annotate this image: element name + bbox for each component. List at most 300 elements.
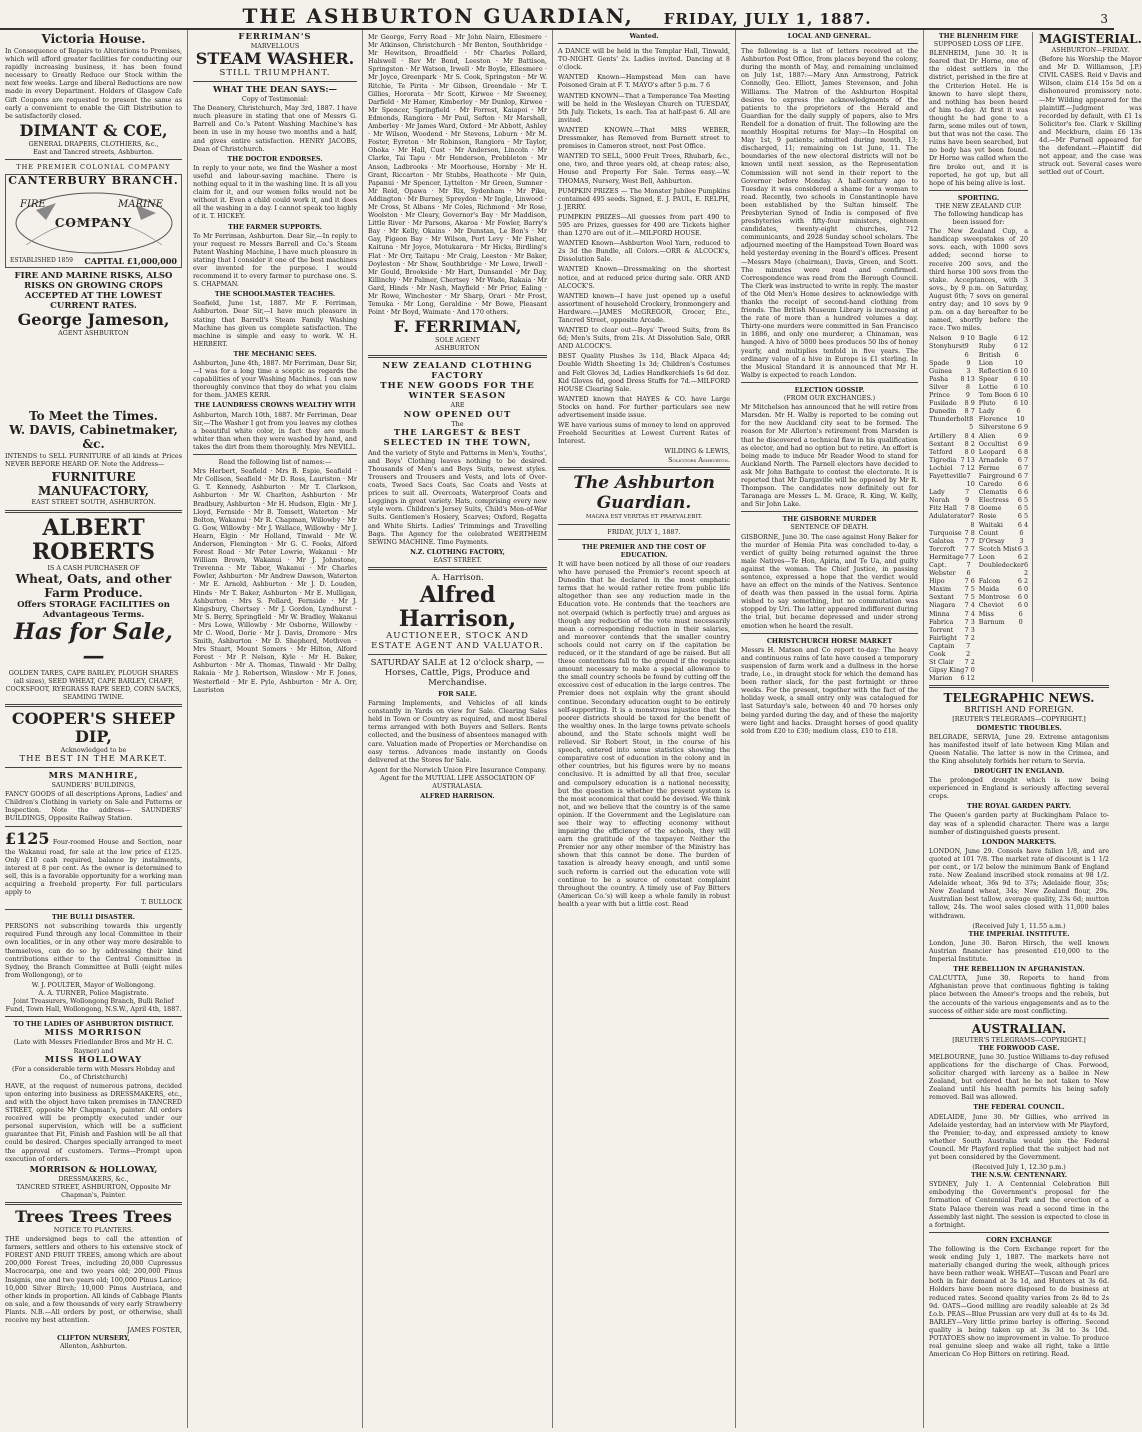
blenheim-text: BLENHEIM, June 30. It is feared that Dr Horne, one of the oldest settlers in the district, perished in the fire at the Criterion Hotel. He is known to have slept there, and nothing has been heard of him to-day. At first it was thought he had gone to a farm, some miles out of town, but that was not the case. The ruins have been searched, but no body has yet been found. Dr Horne was called when the fire broke out, and it is reported, he got up, but all hope of his being alive is lost. xyxy=(929,49,1029,187)
cup-entry xyxy=(929,537,975,545)
federal-text: ADELAIDE, June 30. Mr Gillies, who arrived in Adelaide yesterday, had an interview with Mr Playford, the Premier, to-day, and expressed anxiety to know whether South Australia would join the Federal Council. Mr Playford replied that the subject had not yet been considered by the Government. xyxy=(929,1112,1109,1161)
cup-entry-name: Nelson xyxy=(929,334,952,343)
blank-space xyxy=(5,337,182,409)
wanted-ad-2: WANTED Known—Hampstead Men can have Poisoned Grain at F. T. MAYO's after 5 p.m. 7 6 xyxy=(558,73,730,90)
column-4 xyxy=(553,30,736,1428)
cup-entry-name: St Clair xyxy=(929,658,954,667)
cup-entry-name: Silverstone xyxy=(978,423,1016,432)
cup-entry-weight: 6 5 xyxy=(1017,504,1029,513)
cup-entry xyxy=(929,626,975,634)
cup-entry-name: Fabrica xyxy=(929,617,954,626)
dom-text: BELGRADE, SERVIA, June 29. Extreme antagonism has manifested itself of late between King Milan and Queen Natalie. The latter is now in the Crimea, and the King absolutely forbids her return to Servia. xyxy=(929,732,1109,765)
cup-entry-name: Tetford xyxy=(929,447,953,456)
holloway-sub: (For a considerable term with Messrs Hobday and Co., of Christchurch) xyxy=(12,1064,175,1081)
divider xyxy=(5,1016,182,1017)
cup-entry-name: Fairground xyxy=(978,471,1016,480)
wanted-ad-9: WANTED to clear out—Boys' Tweed Suits, from 8s 6d; Men's Suits, from 21s. At Dissolution Sale, ORR AND ALCOCK'S. xyxy=(558,326,730,351)
cup-entry-name: Reflection xyxy=(978,366,1012,375)
imperial-text: London, June 30. Baron Hirsch, the well known Austrian financier has presented £10,000 to the Imperial Institute. xyxy=(929,938,1109,964)
cup-entry-weight: 6 6 xyxy=(1017,480,1029,489)
cup-entry xyxy=(929,634,975,642)
local-head: LOCAL AND GENERAL. xyxy=(787,32,872,40)
ferriman-head: FERRIMAN'S xyxy=(238,32,312,42)
cup-entry xyxy=(929,472,975,488)
davis-head: To Meet the Times. xyxy=(29,409,158,424)
cup-entry xyxy=(979,593,1028,601)
divider xyxy=(5,510,182,513)
nz-sig: N.Z. CLOTHING FACTORY, xyxy=(410,547,505,556)
cup-entry-weight: 7 3 xyxy=(964,625,975,634)
cup-entry xyxy=(929,610,975,618)
cup-entry xyxy=(979,448,1028,456)
cup-entry xyxy=(929,383,975,399)
cup-entry-weight: 7 0 xyxy=(964,666,975,675)
cup-entry-weight: 6 0 xyxy=(1017,601,1029,610)
cup-entry xyxy=(979,521,1028,529)
cup-entry-weight: 7 9 xyxy=(965,488,970,505)
cup-entry-weight: 7 13 xyxy=(960,455,975,464)
column-1 xyxy=(0,30,188,1428)
local-text: The following is a list of letters received at the Ashburton Post Office, from places beyond the colony, during the month of May, and remaining unclaimed on July 1st, 1887:—Mary Ann Armstrong, Patrick Connolly, Geo. Elliott, James Stevenson, and John Williams. The Matron of the Ashburton Hospital desires to express the acknowledgments of the patients to the proprietors of the Herald and Guardian for the daily supply of papers, also to Mrs Rendell for a donation of fruit. The following are the monthly Hospital returns for May:—In Hospital on May 1st, 9 patients; admitted during month, 13; discharged, 11; remaining on 1st June, 11. The boundaries of the new electoral districts will not be known until next session, as the Representation Commission will not send in their report to the Governor before Monday. A half-century ago to Tuesday it was considered a shame for a woman to read. Recently, two schools in Constantinople have been established by the Sultan himself. The Presbyterian Synod of India is composed of five presbyteries with fifty-four ministers, eighteen candidates, twenty-eight churches, 712 communicants, and 2928 Sunday school scholars. The adjourned meeting of the Hampstead Town Board was held yesterday evening in the Board's offices. Present—Messrs Maye (chairman), Davis, Green, and Scott. The minutes were read and confirmed. Correspondence was read from the Borough Council. The Clerk was instructed to write in reply. The master of the Old Men's Home desires to acknowledge with thanks the receipt of second-hand clothing from friends. The British Museum Library is increasing at the rate of more than a hundred volumes a day. Thirty-one murders were committed in San Francisco in 1886, and only one murderer, a Chinaman, was hanged. A hive of 5000 bees produces 50 lbs of honey yearly, and multiplies tenfold in five years. The ordinary value of a hive in Europe is £1 sterling. In the Musical Standard it is announced that Mr H. Walby is expected to reach London. xyxy=(741,47,918,379)
ferriman-sig: F. FERRIMAN, xyxy=(393,317,522,337)
cup-entry-weight: 6 10 xyxy=(1013,399,1029,408)
cup-entry xyxy=(929,658,975,666)
nz-addr: EAST STREET. xyxy=(433,555,482,564)
divider xyxy=(558,524,730,525)
cup-entry-name: Maxim xyxy=(929,585,952,594)
cup-entry-weight: 7 8 xyxy=(964,528,975,537)
cup-entry-name: Marion xyxy=(929,674,953,683)
cup-entry-weight: 7 6 xyxy=(964,577,975,586)
cup-entry-weight: 6 9 xyxy=(1017,431,1029,440)
wanted-ad-5: WANTED TO SELL, 5000 Fruit Trees, Rhubarb, &c., one, two, and three years old, at cheap rates; also, House and Property For Sale. Terms easy.—W. THOMAS, Nursery, West Bell, Ashburton. xyxy=(558,152,730,185)
davis-text: INTENDS to SELL FURNITURE of all kinds at Prices NEVER BEFORE HEARD OF. Note the Address— xyxy=(5,452,182,469)
dimant-sub: GENERAL DRAPERS, CLOTHIERS, &c., xyxy=(28,139,159,148)
cup-entry-weight: 7 7 xyxy=(964,552,975,561)
guardian-title: The Ashburton Guardian. xyxy=(573,472,715,513)
harrison-for: FOR SALE. xyxy=(438,689,477,698)
cup-entry-weight: 6 9 xyxy=(1017,423,1029,432)
cup-entry-weight: 6 5 xyxy=(1017,512,1029,521)
cup-entry xyxy=(929,642,975,658)
cup-entry xyxy=(929,375,975,383)
trees-nursery: CLIFTON NURSERY, xyxy=(57,1334,130,1343)
cup-entry-name: Clematis xyxy=(978,488,1008,497)
cup-entry-name: Count D'Orsay xyxy=(978,528,1005,545)
mag-head: MAGISTERIAL. xyxy=(1039,32,1142,46)
cup-entry-name: Tom Boon xyxy=(978,391,1011,400)
cup-entry-name: Gipsy King xyxy=(929,666,965,675)
cup-entry-name: Loon xyxy=(978,552,995,561)
cup-entry xyxy=(979,480,1028,488)
divider xyxy=(929,685,1109,688)
cup-entry-name: Goeme xyxy=(978,504,1002,513)
drought-text: The prolonged drought which is now being experienced in England is seriously affecting several crops. xyxy=(929,776,1109,801)
cup-entry-name: Stonyhurst xyxy=(929,342,965,351)
newspaper-title: THE ASHBURTON GUARDIAN, xyxy=(242,4,634,28)
divider xyxy=(368,654,547,655)
cup-entry-name: Sextant xyxy=(929,593,954,602)
harrison-name: Alfred Harrison, xyxy=(398,581,517,632)
cup-entry-name: Alien xyxy=(978,431,996,440)
dimant-name: DIMANT & COE, xyxy=(19,120,168,140)
cup-entry-name: Falcon xyxy=(978,577,1001,586)
masthead xyxy=(0,0,1114,30)
cup-entry xyxy=(979,585,1028,593)
corn-text: The following is the Corn Exchange report for the week ending July 1, 1887. The markets have not materially changed during the week, although prices have been rather weak. WHEAT—Tuscan and Pearl are both in fair demand at 3s 1d, and Hunters at 3s 6d. Holders have been more disposed to do business at reduced rates. Second quality varies from 2s 8d to 2s 9d. OATS—Good milling are readily saleable at 2s 3d f.o.b. PEAS—Blue Prussian are very dull at 4s to 4s 3d. BARLEY—Very little prime barley is offering. Second quality is being taken up at 3s 3d to 3s 10d. POTATOES show no improvement in value. To produce real genuine sleep and wake all right, take a little American Co Hop Bitters on retiring. Read. xyxy=(929,1244,1109,1359)
aus-copy: [REUTER'S TELEGRAMS—COPYRIGHT.] xyxy=(952,1035,1086,1044)
cup-entry-name: Cheviot xyxy=(978,601,1004,610)
roberts-sub: IS A CASH PURCHASER OF xyxy=(47,563,140,572)
forwood-text: MELBOURNE, June 30. Justice Williams to-day refused applications for the discharge of Chas. Forwood, solicitor charged with larceny as a bailee in New Zealand, but ordered that he be not taken to New Zealand until his health permits his being safely removed. Bail was allowed. xyxy=(929,1052,1109,1102)
cup-entry xyxy=(979,561,1028,577)
cup-entry xyxy=(929,674,975,682)
cup-entry-weight: 6 12 xyxy=(960,674,975,683)
morrison-sig: MORRISON & HOLLOWAY, xyxy=(29,1164,158,1175)
ferriman-sig-role: SOLE AGENT xyxy=(435,336,480,345)
cup-entry xyxy=(929,577,975,585)
cup-entry-weight: 7 5 xyxy=(964,585,975,594)
divider xyxy=(741,511,918,512)
cup-entry-name: Scotch Mist xyxy=(978,544,1018,553)
divider xyxy=(368,567,547,570)
cup-entry-name: Capt. Webster xyxy=(929,561,956,578)
cup-entry-name: Spade Guinea xyxy=(929,358,952,375)
divider xyxy=(929,1232,1109,1233)
page-number: 3 xyxy=(1100,12,1108,26)
cup-entry xyxy=(929,407,975,415)
cup-entry-name: Niagara xyxy=(929,601,956,610)
cup-entry-weight: 7 3 xyxy=(964,617,975,626)
cup-entry-name: Pasha xyxy=(929,374,949,383)
cup-entry-name: Caredo xyxy=(978,480,1003,489)
wanted-head: Wanted. xyxy=(629,32,659,40)
cup-entry xyxy=(929,504,975,512)
ferriman-doctor: THE DOCTOR ENDORSES. xyxy=(227,154,323,163)
cup-entry-weight: 6 2 xyxy=(1017,552,1029,561)
divider xyxy=(558,43,730,44)
wanted-ad-11: WANTED known that HAYES & CO. have Large Stocks on hand. For further particulars see new advertisement inside issue. xyxy=(558,394,730,420)
cup-entry-weight: 7 12 xyxy=(960,463,975,472)
victoria-text: In Consequence of Repairs to Alterations to Premises, which will afford greater facilities for conducting our rapidly increasing business, it has been found necessary to Greatly Reduce our Stock within the next few weeks. Large and liberal Reductions are now made in every Department. Holders of Glasgow Cafe Gift Coupons are requested to present the same as early a convenient to enable the Gift Distribution to be satisfactorily closed. xyxy=(5,47,182,120)
wanted-ad-10: BEST Quality Plushes 3s 11d, Black Alpaca 4d; Double Width Sheeting 1s 3d; Children's Costumes and Felt Gloves 3d, Ladies Handkerchiefs 1s 6d doz. Kid Gloves 6d, good Dress Stuffs for 7d.—MILFORD HOUSE Clearing Sale. xyxy=(558,352,730,393)
cup-entry xyxy=(979,367,1028,375)
cup-entry-name: Silver Prince xyxy=(929,382,950,400)
cup-entry xyxy=(979,472,1028,480)
cup-entry xyxy=(929,448,975,456)
ferriman-marv: MARVELLOUS xyxy=(250,42,300,50)
cup-entry xyxy=(979,601,1028,609)
cup-entry xyxy=(929,529,975,537)
roberts-list: GOLDEN TARES, CAPE BARLEY, PLOUGH SHARES (all sizes), SEED WHEAT, CAPE BARLEY, CHAFF, COCKSFOOT, RYEGRASS RAPE SEED, CORN SACKS, SEAMING TWINE. xyxy=(5,668,182,701)
cup-entry-weight: 7 8 xyxy=(970,512,975,529)
cup-entry-name: Tigredia xyxy=(929,455,957,464)
guardian-motto: MAGNA EST VERITAS ET PRAEVALEBIT. xyxy=(585,513,703,520)
cup-entry-name: Hermitage xyxy=(929,552,964,561)
bulli-sig1: W. J. POULTER, Mayor of Wollongong. xyxy=(31,980,156,989)
column-6 xyxy=(924,30,1142,1428)
trees-text: THE undersigned begs to call the attention of farmers, settlers and others to his extensive stock of FOREST AND FRUIT TREES, among which are about 200,000 Forest Trees, including 20,000 Cupressus Macrocarpa, one and two years old; 200,000 Pinus Insignis, one and two years old; 100,000 Pinus Larico; 10,000 Silver Birch; 10,000 Pinus Austriaca, and other kinds in proportion. All kinds of Cabbage Plants on sale, and a few thousands of very early Strawberry Plants. N.B.—All orders by post, or otherwise, shall receive my best attention. xyxy=(5,1235,182,1325)
cup-entry xyxy=(979,488,1028,496)
col6-left-sub xyxy=(929,32,1033,682)
newspaper-page xyxy=(0,30,1142,1432)
cup-entry-name: Miss Barnum xyxy=(978,609,1005,626)
ferriman-still: STILL TRIUMPHANT. xyxy=(219,68,331,79)
cup-entry-weight: 7 10 xyxy=(966,471,975,489)
harrison-agent: Agent for the Norwich Union Fire Insurance Company. Agent for the MUTUAL LIFE ASSOCIATION OF AUSTRALASIA. xyxy=(368,765,547,790)
nz-head: NEW ZEALAND CLOTHING FACTORY xyxy=(382,361,533,382)
davis-name: W. DAVIS, Cabinetmaker, &c. xyxy=(9,423,178,452)
election-text: Mr Mitchelson has announced that he will retire from Marsden. Mr H. Walby is reported to be coming out for the new Auckland city seat to be formed. The reason for Mr Allerton's retirement from Marsden is that he discovered a technical flaw in his qualification as elector, and had no option but to retire. An effort is being made to induce Mr Reader Wood to stand for Auckland North. The Parnell electors have decided to ask Mr John Bathgate to contest the electorate. It is reported that Mr Dargaville will be opposed by Mr R. Thompson. The candidates now definitely out for Taranaga are Messrs L. M. Grace, R. King, W. Kelly, and Sir John Lake. xyxy=(741,403,918,509)
cup-entry-weight: 6 3 xyxy=(1017,544,1029,553)
nz-text: And the variety of Style and Patterns in Men's, Youths', and Boys' Clothing leaves nothing to be desired. Thousands of Men's and Boys Suits, newest styles. Trousers and Trousers and Vests, and lots of Over-coats, Tweed Sacs Coats, Sac Coats and Vests at prices to suit all. Overcoats, Waterproof Coats and Leggings in great variety. Hats, comprising every new style worn. Children's Jersey Suits, Child's Men-of-War Suits. Gentlemen's Hosiery, Scarves; Oxford, Regatta and White Shirts. Ladies' Trimmings and Travelling Bags. The Agency for the celebrated WERTHEIM SEWING MACHINE. Time Payments. xyxy=(368,448,547,546)
divider xyxy=(5,1202,182,1205)
names-list: Mr George, Ferry Road · Mr John Nairn, Ellesmere · Mr Atkinson, Christchurch · Mr Benton, Southbridge · Mr Hewitson, Broadfield · Mr Charles Pollard, Halswell · Rev Mr Bond, Leeston · Mr Battison, Springston · Mr Watson, Irwell · Mr Boyle, Ellesmere · Mr Joyce, Greenpark · Mr S. Cook, Springston · Mr W. Ritchie, Te Pirita · Mr Gibson, Greendale · Mr T. Gillies, Hororata · Mr Scott, Kirwee · Mr Sweeney, Darfield · Mr Hamer, Kimberley · Mr Dunlop, Kirwee · Mr Spencer, Springfield · Mr Forrest, Kaiapoi · Mr Edmonds, Rangiora · Mr Paul, Sefton · Mr Marshall, Amberley · Mr James Ward, Oxford · Mr Abbott, Ashley · Mr Wilson, Woodend · Mr Stevens, Loburn · Mr M. Foster, Eyreton · Mr Robinson, Rangiora · Mr Taylor, Ohoka · Mr Hall, Cust · Mr Anderson, Lincoln · Mr Clarke, Tai Tapu · Mr Henderson, Prebbleton · Mr Anson, Ladbrooks · Mr Moorhouse, Hornby · Mr H. Grant, Riccarton · Mr Stubbs, Heathcote · Mr Quin, Papanui · Mr Spencer, Lyttelton · Mr Green, Sumner · Mr Reid, Opawa · Mr Rix, Sydenham · Mr Pike, Addington · Mr Burney, Spreydon · Mr Ingle, Linwood · Mr Cross, St Albans · Mr Coles, Richmond · Mr Rose, Woolston · Mr Cleary, Governor's Bay · Mr Maddison, Little River · Mr Parsons, Akaroa · Mr Fowler, Barry's Bay · Mr Kelly, Okains · Mr Dunstan, Le Bon's · Mr Gay, Pigeon Bay · Mr Wilson, Port Levy · Mr Fisher, Kaituna · Mr Joyce, Motukarara · Mr Hicks, Birdling's Flat · Mr Orr, Taitapu · Mr Craig, Leeston · Mr Baker, Doyleston · Mr Shaw, Southbridge · Mr Lowe, Irwell · Mr Gould, Brookside · Mr Hart, Dunsandel · Mr Day, Killinchy · Mr Palmer, Chertsey · Mr Wade, Rakaia · Mr Gard, Hinds · Mr Nash, Mayfield · Mr Prior, Ealing · Mr Rowe, Winchester · Mr Sharp, Orari · Mr Frost, Temuka · Mr Long, Geraldine · Mr Bowe, Pleasant Point · Mr Boyd, Waimate · And 170 others. xyxy=(368,33,547,317)
blenheim-sub: SUPPOSED LOSS OF LIFE. xyxy=(933,40,1024,49)
cup-entry-weight: 8 7 xyxy=(964,407,975,416)
cup-entry-weight: 6 0 xyxy=(1017,585,1029,594)
cup-weights-left xyxy=(929,334,975,682)
johnson-head: TO THE LADIES OF ASHBURTON DISTRICT. xyxy=(13,1020,174,1029)
horse-head: CHRISTCHURCH HORSE MARKET xyxy=(766,636,893,645)
nz-the: The xyxy=(451,419,464,428)
cup-entry-weight: 8 2 xyxy=(964,439,975,448)
holloway-name: MISS HOLLOWAY xyxy=(44,1054,143,1065)
cup-entry xyxy=(979,423,1028,431)
afghan-text: CALCUTTA, June 30. Reports to hand from Afghanistan prove that continuous fighting is taking place between the Ameer's troops and the rebels, but the accounts of the various engagements and as to the success of either side are most conflicting. xyxy=(929,974,1109,1015)
cup-entry-name: Lochiel xyxy=(929,463,953,472)
cup-entry-weight: 6 2 xyxy=(1023,561,1029,578)
cup-entry-name: Ferme xyxy=(978,463,1000,472)
cup-entry xyxy=(929,666,975,674)
cup-entry xyxy=(929,415,975,431)
roberts-wheat: Wheat, Oats, and other Farm Produce. xyxy=(15,571,172,600)
cup-entry xyxy=(929,512,975,528)
mag-sub: ASHBURTON—FRIDAY. xyxy=(1051,46,1130,54)
cup-entry-name: Artillery xyxy=(929,431,956,440)
cup-entry-weight: 8 9 xyxy=(965,382,970,400)
dimant-addr: East and Tancred streets, Ashburton. xyxy=(33,147,154,156)
imperial-head: THE IMPERIAL INSTITUTE. xyxy=(968,929,1070,938)
cup-entry-weight: 6 0 xyxy=(1017,593,1029,602)
roberts-name: ALBERT ROBERTS xyxy=(32,514,155,565)
ferriman-farmer: THE FARMER SUPPORTS. xyxy=(228,222,322,231)
cup-entry xyxy=(979,545,1028,553)
newspaper-date: FRIDAY, JULY 1, 1887. xyxy=(663,10,872,28)
cup-entry-weight: 8 5 xyxy=(969,415,974,432)
bulli-sig3: Joint Treasurers, Wollongong Branch, Bulli Relief Fund, Town Hall, Wollongong, N.S.W., April 4th, 1887. xyxy=(5,997,182,1014)
cup-entry-name: Turquoise xyxy=(929,528,962,537)
cup-entry xyxy=(929,561,975,577)
wanted-ad-6: WANTED Known—Ashburton Wool Yarn, reduced to 2s 3d the Bundle, all Colors.—ORR & ALCOCK's, Dissolution Sale. xyxy=(558,239,730,264)
cup-entry-weight: 6 7 xyxy=(1017,463,1029,472)
divider xyxy=(5,767,182,768)
insurance-capital: CAPITAL £1,000,000 xyxy=(84,256,177,267)
cup-entry-weight: 6 9 xyxy=(1017,439,1029,448)
afghan-head: THE REBELLION IN AFGHANISTAN. xyxy=(953,965,1085,974)
ferriman-text6: Ashburton, March 10th, 1887. Mr Ferriman, Dear Sir,—The Washer I got from you leaves my clothes a beautiful white color, in fact they are much whiter than when they were washed by hand, and takes the dirt from them thoroughly. Mrs NEVILL. xyxy=(193,410,357,451)
ferriman-copy: Copy of Testimonial: xyxy=(241,95,309,104)
cup-entry-weight: 6 10 xyxy=(1014,350,1023,367)
cup-entry-weight: 6 10 xyxy=(1013,374,1029,383)
blenheim-head: THE BLENHEIM FIRE xyxy=(938,32,1019,40)
cup-entry-name: Torrent xyxy=(929,625,954,634)
cup-entry-name: Montrose xyxy=(978,593,1010,602)
cup-entry xyxy=(979,610,1028,626)
divider xyxy=(741,382,918,383)
harrison-text: Farming Implements, and Vehicles of all kinds constantly in Yards on view for Sale. Clearing Sales held in Town or Country as required, and most liberal terms arranged with both Buyers and Sellers. Rents collected, and the business of absentees managed with care. Valuation made of Properties or Merchandise on easy terms. Advances made instantly on Goods delivered at the Stores for Sale. xyxy=(368,699,547,764)
pumpkin-ad: PUMPKIN PRIZES — The Monster Jubilee Pumpkins contained 495 seeds. Signed, E. J. PAUL, E. RELPH, J. JERRY. xyxy=(558,186,730,211)
wanted-ad-1: A DANCE will be held in the Templar Hall, Tinwald, TO-NIGHT. Gents' 2s. Ladies invited. Dancing at 8 o'clock. xyxy=(558,47,730,72)
editorial-head: THE PREMIER AND THE COST OF EDUCATION. xyxy=(581,542,707,559)
nz-open: NOW OPENED OUT xyxy=(403,409,512,420)
cup-entry xyxy=(979,342,1028,350)
cup-entry xyxy=(979,440,1028,448)
gisborne-text: GISBORNE, June 30. The case against Hony Baker for the murder of Hemia Pita was concluded to-day, a verdict of guilty being returned against the three male Natives—Te Hon, Apiria, and Te Ua, and guilty against the woman. The Chief Justice, in passing sentence, expressed a hope that the verdict would have an effect on the minds of the Natives. Sentence of death was then passed in the usual form. Apiria wished to say something, but no commutation was stopped by Uri. The latter appeared indifferent during the trial, but became depressed and under strong emotion when he heard the result. xyxy=(741,532,918,630)
editorial-text: It will have been noticed by all those of our readers who have perused the Premier's recent speech at Dunedin that he declared in the most emphatic terms that he would rather retire from public life altogether than see any reduction made in the Education vote. He contends that the teachers are not overpaid (which is perfectly true) and argues as though any reduction of the vote must necessarily mean a corresponding reduction in their salaries, and moreover contends that the smaller country schools could not carry on if the capitation be reduced, or it the standard of age be raised. But all these contentions fall to the ground if the requisite amount necessary to make a special allowance to the small country schools be found by cutting off the excessive cost of education in the large centres. The Premier does not explain why the grant should continue. Secondary education ought to be entirely self-supporting. It is a monstrous injustice that the poorer districts should be taxed for the benefit of the wealthy ones. In the large towns private schools abound, and the State schools might well be relieved. Sir Robert Stout, in the course of his speech, entered into some statistics showing the comparative cost of education in the colony and in other countries, but his figures were by no means conclusive. It is admitted by all that free, secular and compulsory education is a national necessity, but the question is whether the present system is the most economical that could be devised. We think not, and we believe that the country is of the same opinion. If the Government and the Legislature can see their way to effecting economy without impairing the efficiency of the schools, they will earn the gratitude of the taxpayer. Neither the Premier nor any other member of the Ministry has shown that this cannot be done. The burden of taxation is already heavy enough, and until some such reform is carried out the education vote will continue to be a source of constant complaint throughout the country. A timely use of Fay Bitters (American Co.'s) will keep a whole family in robust health a year with but a little cost. Read xyxy=(558,559,730,908)
cup-entry-name: Hipo xyxy=(929,577,945,586)
divider xyxy=(5,159,182,160)
cup-entry-name: Doubledecker xyxy=(978,561,1024,569)
forwood-head: THE FORWOOD CASE. xyxy=(978,1043,1060,1052)
trees-sub: NOTICE TO PLANTERS. xyxy=(53,1226,134,1234)
cup-entry xyxy=(979,383,1028,391)
ferriman-steam: STEAM WASHER. xyxy=(195,49,355,69)
nz-largest: THE LARGEST & BEST SELECTED IN THE TOWN, xyxy=(383,427,532,448)
cup-entry-weight: 6 10 xyxy=(1013,366,1029,375)
cup-entry-weight: 6 7 xyxy=(1017,455,1029,464)
cup-entry-name: Captain Cook xyxy=(929,641,955,659)
cup-entry xyxy=(929,488,975,504)
corn-head: CORN EXCHANGE xyxy=(986,1235,1052,1244)
trees-sig: JAMES FOSTER, xyxy=(127,1326,182,1335)
nz-new: THE NEW GOODS FOR THE WINTER SEASON xyxy=(380,381,535,402)
cup-entry xyxy=(979,391,1028,399)
cup-entry-weight: 8 9 xyxy=(964,399,975,408)
cup-entry xyxy=(979,456,1028,464)
davis-factory: FURNITURE MANUFACTORY, xyxy=(38,470,149,499)
cup-entry-name: Maida xyxy=(978,585,1000,594)
cup-weights-table xyxy=(929,334,1028,682)
received-1: (Received July 1, 11.55 a.m.) xyxy=(972,921,1066,930)
victoria-title: Victoria House. xyxy=(41,32,146,46)
column-5 xyxy=(736,30,924,1428)
wanted-ad-7: WANTED Known—Dressmaking on the shortest notice, and at reduced price during sale. ORR AND ALCOCK'S. xyxy=(558,265,730,290)
cup-entry-weight: 6 3 xyxy=(1019,528,1024,545)
divider xyxy=(929,1018,1109,1019)
cup-entry-name: Ruby xyxy=(978,342,996,351)
gisborne-head: THE GISBORNE MURDER xyxy=(782,515,877,524)
wanted-ad-8: WANTED known—I have just opened up a useful assortment of household Crockery, Ironmongery and Hardware.—JAMES McGREGOR, Grocer, Etc., Tancred Street, opposite Arcade. xyxy=(558,291,730,324)
cup-entry-weight: 7 2 xyxy=(966,641,971,659)
divider xyxy=(193,454,357,455)
insurance-marine: MARINE xyxy=(118,199,163,211)
cup-entry-name: Electress xyxy=(978,496,1009,505)
manhire-name: MRS MANHIRE, xyxy=(48,771,139,782)
cooper-name: COOPER'S SHEEP DIP, xyxy=(11,708,176,746)
harrison-sat: SATURDAY SALE at 12 o'clock sharp, —Horses, Cattle, Pigs, Produce and Merchandise. xyxy=(370,657,545,688)
cup-entry-weight: 6 5 xyxy=(1017,496,1029,505)
cup-entry-name: Arnadele xyxy=(978,455,1009,464)
cup-entry xyxy=(929,601,975,609)
insurance-banner xyxy=(5,174,182,268)
cup-entry-weight: 6 10 xyxy=(1016,407,1025,424)
cup-entry xyxy=(929,553,975,561)
cup-entry-name: Sextant xyxy=(929,439,954,448)
gisborne-sub: SENTENCE OF DEATH. xyxy=(790,523,869,532)
cup-entry-name: Occultist xyxy=(978,439,1008,448)
jameson-role: AGENT ASHBURTON xyxy=(58,329,129,338)
cup-entry xyxy=(929,593,975,601)
cup-entry-weight: 6 0 xyxy=(1018,609,1023,626)
cup-entry xyxy=(979,553,1028,561)
insurance-top: THE PREMIER COLONIAL COMPANY xyxy=(16,163,171,172)
bullock-head: £125 xyxy=(5,828,50,848)
cup-entry-weight: 9 3 xyxy=(966,358,971,375)
holloway-text: HAVE, at the request of numerous patrons, decided upon entering into business as DRESSMAKERS, etc., and with the object have taken premises in TANCRED STREET, opposite Mr Chapman's, painter. All orders received will be promptly executed under our personal supervision, which will be a sufficient guarantee that Fit, Finish and Fashion will be all that could be desired. Charges specially arranged to meet the approval of customers. Terms—Prompt upon execution of orders. xyxy=(5,1081,182,1163)
johnson-sub: (Late with Messrs Friedlander Bros and Mr H. C. Rayner) and xyxy=(13,1038,174,1055)
cup-entry-weight: 6 12 xyxy=(1013,342,1029,351)
cup-entry xyxy=(979,504,1028,512)
cup-entry-name: Thunderbolt xyxy=(929,415,970,424)
cup-entry-weight: 6 2 xyxy=(1017,577,1029,586)
cup-entry xyxy=(979,375,1028,383)
ferriman-text4: Seafield, June 1st, 1887. Mr F. Ferriman, Ashburton. Dear Sir,—I have much pleasure in stating that Barrell's Steam Family Washing Machine has given us complete satisfaction. The machine is simple and easy to work. W. H. HERBERT. xyxy=(193,299,357,348)
column-2 xyxy=(188,30,363,1428)
cup-entry-weight: 7 2 xyxy=(964,633,975,642)
ferriman-text3: To Mr Ferriman, Ashburton. Dear Sir,—In reply to your request re Messrs Barrell and Co.'s Steam Patent Washing Machine, I have much pleasure in stating that I consider it one of the best machines ever invented for the purpose. I would recommend it to every farmer to purchase one. S. S. CHAPMAN. xyxy=(193,231,357,289)
pumpkin-ad-2: PUMPKIN PRIZES—All guesses from part 490 to 595 are Prizes, guesses for 490 are Tickets higher than 1270 are out of it.—MILFORD HOUSE. xyxy=(558,212,730,238)
bullock-text: Four-roomed House and Section, near the Wakanui road, for sale at the low price of £125. Only £10 cash required, balance by instalments, interest at 8 per cent. As the owner is determined to sell, this is a favorable opportunity for a working man acquiring a freehold property. For full particulars apply to xyxy=(5,837,182,896)
divider xyxy=(558,467,730,470)
ferriman-text2: In reply to your note, we find the Washer a most useful and labour-saving machine. There is nothing equal to it in the washing line. It is all you claim for it, and our women folks would not be without it. Even a child could work it, and it does all the washing in a day. I cannot speak too highly of it. T. HICKEY. xyxy=(193,163,357,221)
insurance-risks: FIRE AND MARINE RISKS, ALSO RISKS ON GROWING CROPS ACCEPTED AT THE LOWEST CURRENT RATES. xyxy=(14,271,173,312)
ferriman-school: THE SCHOOLMASTER TEACHES. xyxy=(214,290,336,299)
divider xyxy=(5,704,182,707)
cup-entry xyxy=(929,342,975,358)
ferriman-mechanic: THE MECHANIC SEES. xyxy=(233,349,317,358)
cup-entry-name: Adulaterator xyxy=(929,512,971,521)
divider xyxy=(741,633,918,634)
sporting-head: SPORTING. xyxy=(957,193,1000,202)
insurance-company: COMPANY xyxy=(54,216,133,231)
cup-entry-name: Lady Norah xyxy=(929,488,950,505)
cup-entry-weight: 9 10 xyxy=(960,334,975,343)
harrison-sig: ALFRED HARRISON. xyxy=(420,792,495,801)
cup-entry-weight: 7 2 xyxy=(964,658,975,667)
cup-entry-name: Dunedin xyxy=(929,407,957,416)
cup-entry xyxy=(929,440,975,448)
cup-entry-weight: 7 5 xyxy=(964,593,975,602)
trees-head: Trees Trees Trees xyxy=(15,1207,172,1226)
cup-entry-weight: 6 10 xyxy=(1013,382,1029,391)
cup-entry xyxy=(979,432,1028,440)
cup-entry xyxy=(929,432,975,440)
ferriman-sig-town: ASHBURTON xyxy=(435,344,480,353)
cup-entry-name: Fusilade xyxy=(929,399,957,408)
ferriman-names-head: Read the following list of names:— xyxy=(218,458,332,467)
cup-entry xyxy=(929,585,975,593)
markets-head: LONDON MARKETS. xyxy=(981,837,1057,846)
cup-entry-name: Pluto xyxy=(978,399,996,408)
cup-entry-name: Fitz Hall xyxy=(929,504,957,513)
divider xyxy=(929,190,1028,191)
cup-entry-weight: 9 6 xyxy=(964,342,969,359)
insurance-fire: FIRE xyxy=(20,199,46,211)
cup-entry xyxy=(979,496,1028,504)
cup-entry-name: Spear xyxy=(978,374,998,383)
cup-entry-weight: 6 7 xyxy=(1017,471,1029,480)
